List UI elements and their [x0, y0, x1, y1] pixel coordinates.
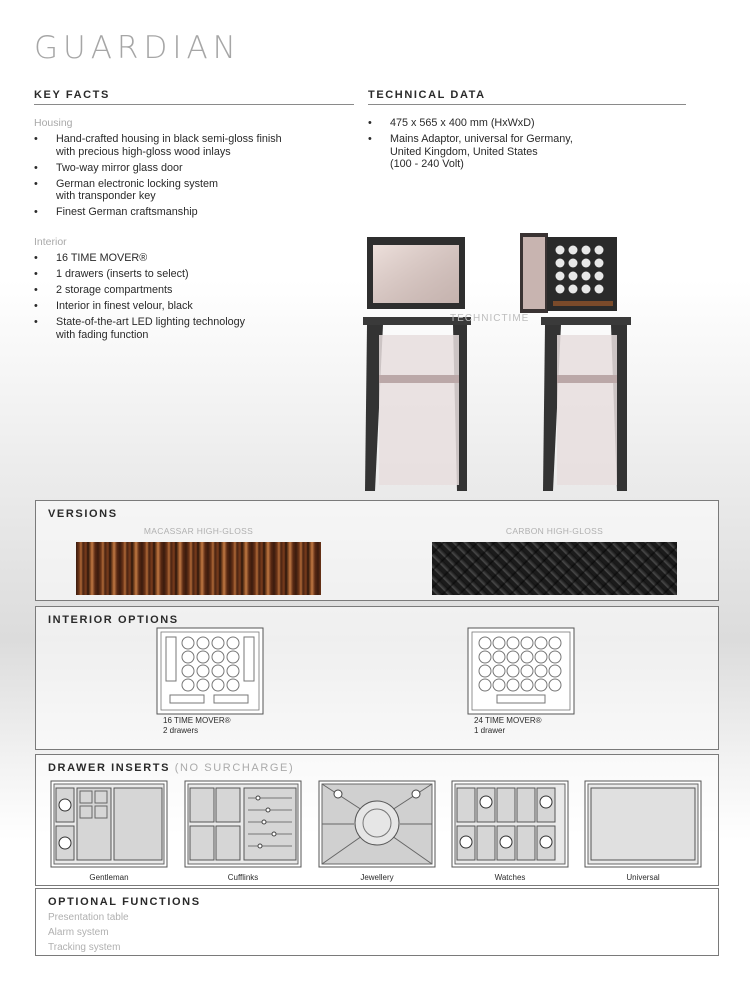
list-item: • 2 storage compartments — [34, 284, 354, 297]
insert-label-watches: Watches — [494, 873, 526, 882]
interior-options-heading: INTERIOR OPTIONS — [48, 614, 179, 626]
insert-cufflinks — [184, 780, 302, 868]
watermark: TECHNICTIME — [450, 313, 530, 324]
technical-data-list — [368, 117, 686, 174]
optional-function-item: Presentation table — [48, 912, 129, 923]
version-label-macassar: MACASSAR HIGH-GLOSS — [143, 526, 254, 536]
list-item: • Hand-crafted housing in black semi-gloss finish with precious high-gloss wood inlays — [34, 133, 354, 158]
layout-24-diagram — [467, 627, 575, 715]
product-image — [355, 225, 655, 495]
list-item: • German electronic locking system with transponder key — [34, 178, 354, 203]
optional-functions-section — [35, 888, 719, 956]
optional-functions-heading: OPTIONAL FUNCTIONS — [48, 896, 201, 908]
insert-label-jewellery: Jewellery — [360, 873, 394, 882]
key-facts-heading: KEY FACTS — [34, 89, 110, 101]
insert-jewellery — [318, 780, 436, 868]
list-item: • Finest German craftsmanship — [34, 206, 354, 219]
option-caption-16: 16 TIME MOVER® 2 drawers — [163, 716, 231, 735]
insert-label-universal: Universal — [626, 873, 660, 882]
insert-label-gentleman: Gentleman — [89, 873, 129, 882]
optional-function-item: Tracking system — [48, 942, 121, 953]
open-winder-illustration — [520, 233, 631, 491]
carbon-swatch — [432, 542, 677, 595]
interior-options-section — [35, 606, 719, 750]
versions-heading: VERSIONS — [48, 508, 118, 520]
drawer-inserts-section — [35, 754, 719, 886]
insert-watches — [451, 780, 569, 868]
product-title: GUARDIAN — [34, 30, 241, 66]
drawer-inserts-note: (NO SURCHARGE) — [174, 762, 295, 774]
layout-16-diagram — [156, 627, 264, 715]
insert-label-cufflinks: Cufflinks — [227, 873, 259, 882]
housing-label: Housing — [34, 117, 73, 129]
insert-universal — [584, 780, 702, 868]
macassar-swatch — [76, 542, 321, 595]
interior-list — [34, 252, 354, 345]
housing-list — [34, 133, 354, 222]
list-item: • Two-way mirror glass door — [34, 162, 354, 175]
option-caption-24: 24 TIME MOVER® 1 drawer — [474, 716, 542, 735]
interior-label: Interior — [34, 236, 67, 248]
key-facts-divider — [34, 104, 354, 105]
optional-function-item: Alarm system — [48, 927, 109, 938]
versions-section — [35, 500, 719, 601]
list-item: • 475 x 565 x 400 mm (HxWxD) — [368, 117, 686, 130]
list-item: • State-of-the-art LED lighting technology with fading function — [34, 316, 354, 341]
drawer-inserts-heading: DRAWER INSERTS (NO SURCHARGE) — [48, 762, 295, 774]
technical-data-divider — [368, 104, 686, 105]
list-item: • Mains Adaptor, universal for Germany, United Kingdom, United States (100 - 240 Volt) — [368, 133, 686, 171]
list-item: • Interior in finest velour, black — [34, 300, 354, 313]
insert-gentleman — [50, 780, 168, 868]
version-label-carbon: CARBON HIGH-GLOSS — [505, 526, 604, 536]
closed-winder-illustration — [363, 237, 471, 491]
list-item: • 16 TIME MOVER® — [34, 252, 354, 265]
technical-data-heading: TECHNICAL DATA — [368, 89, 486, 101]
list-item: • 1 drawers (inserts to select) — [34, 268, 354, 281]
